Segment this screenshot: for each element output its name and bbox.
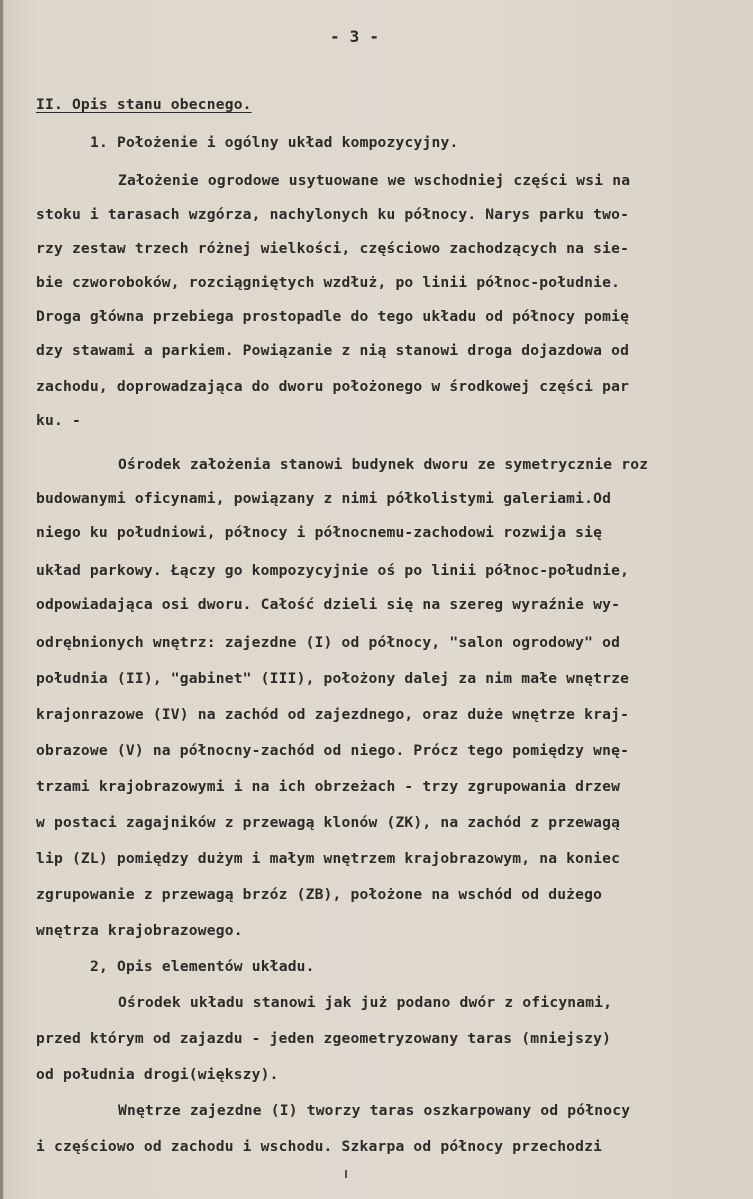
text-line: w postaci zagajników z przewagą klonów (ZK), na zachód z przewagą — [36, 814, 621, 831]
text-line: wnętrza krajobrazowego. — [36, 922, 243, 939]
text-line: i częściowo od zachodu i wschodu. Szkarpa od północy przechodzi — [36, 1138, 603, 1155]
text-line: Wnętrze zajezdne (I) tworzy taras oszkarpowany od północy — [118, 1102, 631, 1119]
text-line: Założenie ogrodowe usytuowane we wschodniej części wsi na — [118, 172, 631, 189]
text-line: Ośrodek założenia stanowi budynek dworu ze symetrycznie roz — [118, 456, 649, 473]
text-line: stoku i tarasach wzgórza, nachylonych ku północy. Narys parku two- — [36, 206, 630, 223]
text-line: odpowiadająca osi dworu. Całość dzieli się na szereg wyraźnie wy- — [36, 596, 621, 613]
text-line: trzami krajobrazowymi i na ich obrzeżach - trzy zgrupowania drzew — [36, 778, 621, 795]
text-line: układ parkowy. Łączy go kompozycyjnie oś po linii północ-południe, — [36, 562, 630, 579]
page-number: - 3 - — [330, 27, 380, 46]
text-line: zgrupowanie z przewagą brzóz (ZB), położone na wschód od dużego — [36, 886, 603, 903]
text-line: rzy zestaw trzech różnej wielkości, częściowo zachodzących na sie- — [36, 240, 630, 257]
text-line: krajonrazowe (IV) na zachód od zajezdnego, oraz duże wnętrze kraj- — [36, 706, 630, 723]
text-line: ku. - — [36, 412, 81, 429]
text-line: Droga główna przebiega prostopadle do tego układu od północy pomię — [36, 308, 630, 325]
text-line: bie czworoboków, rozciągniętych wzdłuż, po linii północ-południe. — [36, 274, 621, 291]
text-line: południa (II), "gabinet" (III), położony dalej za nim małe wnętrze — [36, 670, 630, 687]
text-line: obrazowe (V) na północny-zachód od niego. Prócz tego pomiędzy wnę- — [36, 742, 630, 759]
section-heading: II. Opis stanu obecnego. — [36, 96, 252, 113]
text-line: Ośrodek układu stanowi jak już podano dwór z oficynami, — [118, 994, 613, 1011]
text-line: budowanymi oficynami, powiązany z nimi półkolistymi galeriami.Od — [36, 490, 612, 507]
text-line: od południa drogi(większy). — [36, 1066, 279, 1083]
text-line: zachodu, doprowadzająca do dworu położonego w środkowej części par — [36, 378, 630, 395]
text-line: lip (ZL) pomiędzy dużym i małym wnętrzem krajobrazowym, na koniec — [36, 850, 621, 867]
text-line: dzy stawami a parkiem. Powiązanie z nią stanowi droga dojazdowa od — [36, 342, 630, 359]
text-line: odrębnionych wnętrz: zajezdne (I) od północy, "salon ogrodowy" od — [36, 634, 621, 651]
bottom-tick-mark — [345, 1170, 347, 1178]
subsection-heading-2: 2, Opis elementów układu. — [90, 958, 315, 975]
text-line: przed którym od zajazdu - jeden zgeometryzowany taras (mniejszy) — [36, 1030, 612, 1047]
subsection-heading-1: 1. Położenie i ogólny układ kompozycyjny. — [90, 134, 459, 151]
text-line: niego ku południowi, północy i północnemu-zachodowi rozwija się — [36, 524, 603, 541]
